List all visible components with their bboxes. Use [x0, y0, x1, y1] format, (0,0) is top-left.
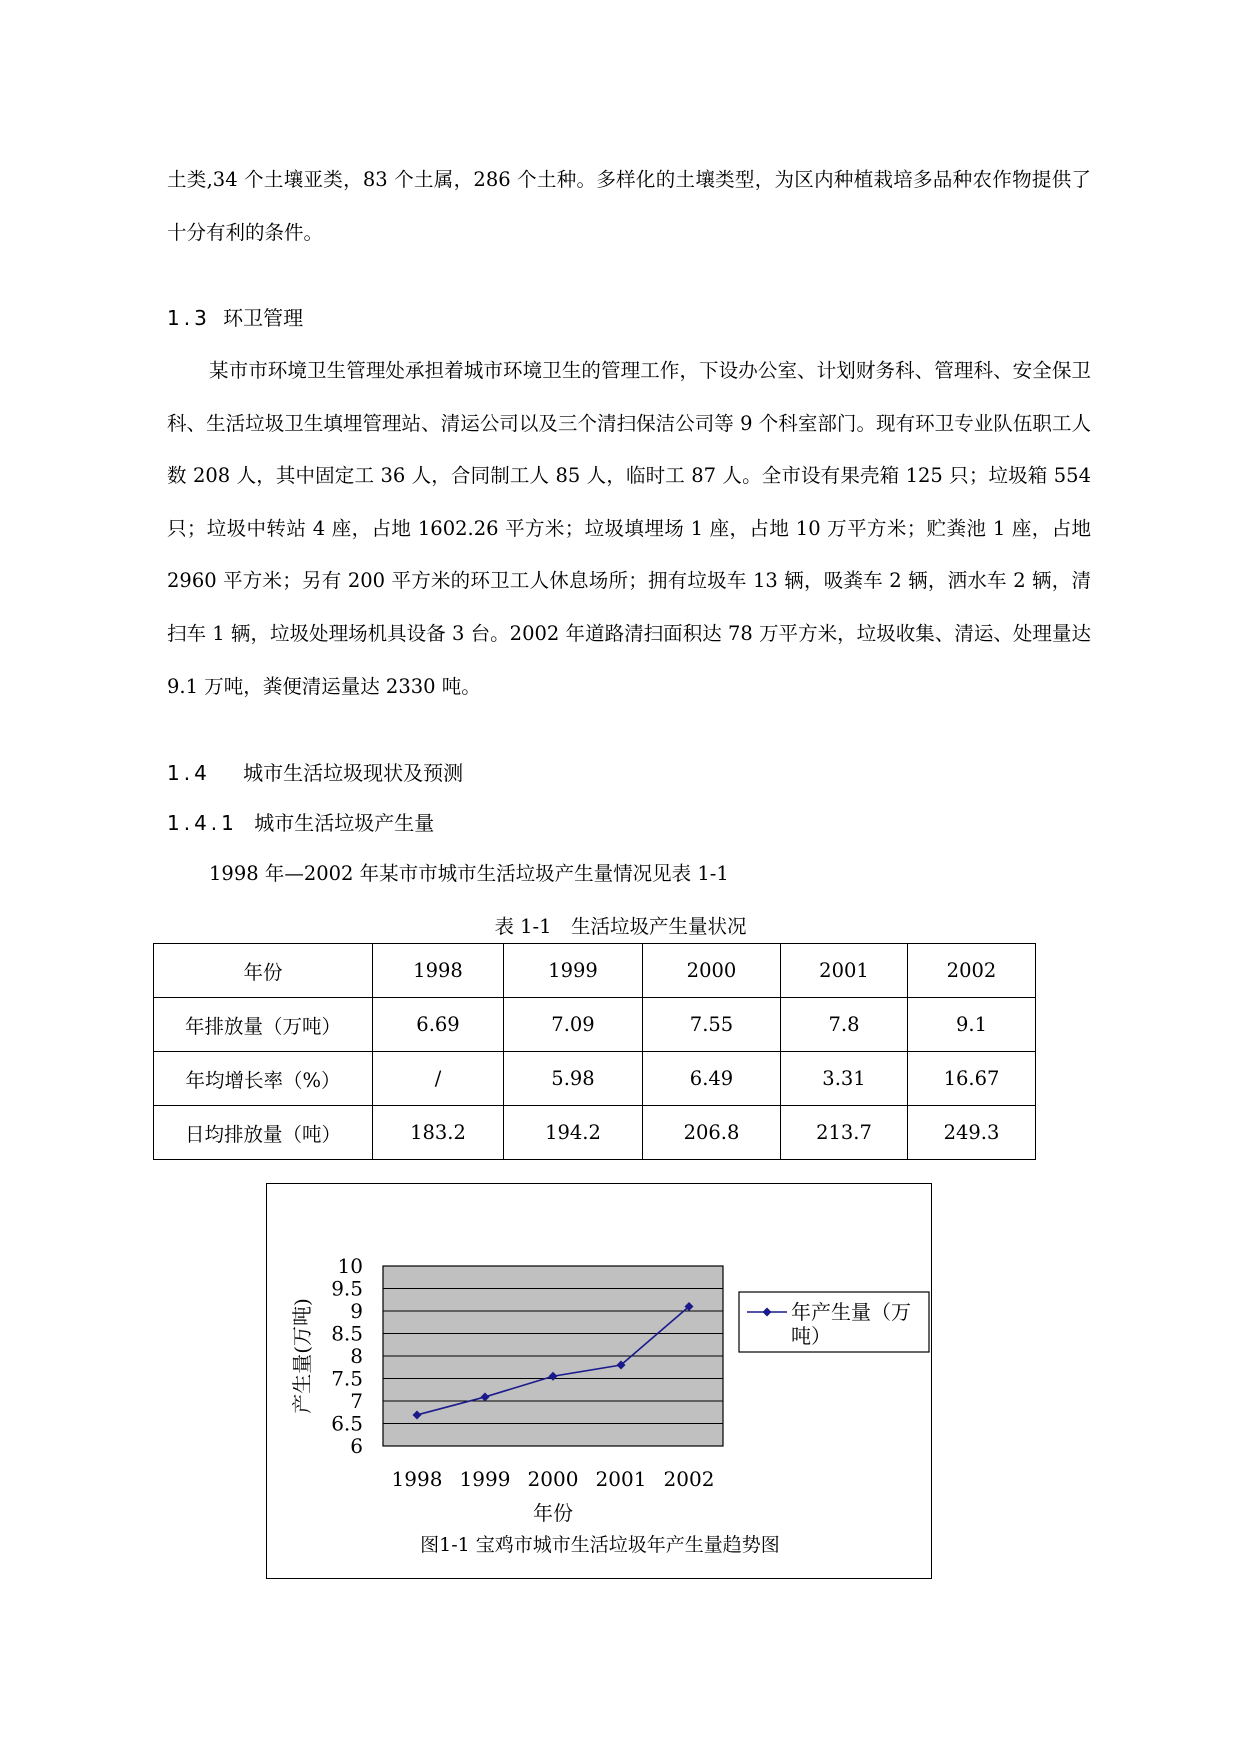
x-tick-label: 1998: [391, 1467, 443, 1491]
table-cell: 5.98: [504, 1052, 643, 1106]
chart-title: 图1-1 宝鸡市城市生活垃圾年产生量趋势图: [420, 1534, 780, 1556]
chart-legend: [739, 1292, 929, 1352]
section-title: 城市生活垃圾产生量: [254, 811, 435, 835]
table-header-cell: 2000: [643, 944, 781, 998]
table-cell: 9.1: [908, 998, 1036, 1052]
table-header-cell: 2001: [781, 944, 908, 998]
chart-x-axis-label: 年份: [533, 1501, 573, 1525]
paragraph-soil-types: 土类,34 个土壤亚类，83 个土属，286 个土种。多样化的土壤类型，为区内种植栽培多品种农作物提供了十分有利的条件。: [167, 168, 1091, 244]
y-tick-label: 9.5: [331, 1276, 363, 1301]
table-header-cell: 2002: [908, 944, 1036, 998]
y-tick-label: 7.5: [331, 1366, 363, 1391]
table-row: [154, 1106, 1036, 1160]
table-row-label: 日均排放量（吨）: [154, 1106, 373, 1160]
table-row-label: 年均增长率（%）: [154, 1052, 373, 1106]
table-cell: 6.69: [373, 998, 504, 1052]
table-cell: 194.2: [504, 1106, 643, 1160]
table-cell: 7.09: [504, 998, 643, 1052]
x-tick-label: 1999: [459, 1467, 511, 1491]
table-row: [154, 1052, 1036, 1106]
table-caption: 表 1-1 生活垃圾产生量状况: [494, 915, 747, 938]
table-cell: 16.67: [908, 1052, 1036, 1106]
table-header-cell: 1999: [504, 944, 643, 998]
table-cell: 3.31: [781, 1052, 908, 1106]
garbage-production-table: [153, 943, 1036, 1160]
trend-chart: [267, 1184, 933, 1580]
y-tick-label: 8: [350, 1344, 363, 1368]
x-tick-label: 2001: [595, 1467, 647, 1491]
section-heading-1-3: [167, 304, 303, 332]
table-intro-text: 1998 年—2002 年某市市城市生活垃圾产生量情况见表 1-1: [209, 862, 729, 885]
x-tick-label: 2000: [527, 1467, 579, 1491]
section-heading-1-4-1: [167, 809, 434, 837]
section-number: 1.4: [167, 761, 211, 785]
y-tick-label: 8.5: [331, 1321, 363, 1346]
chart-plot-area: [331, 1254, 723, 1491]
section-number: 1.4.1: [167, 811, 238, 835]
table-row-label: 年排放量（万吨）: [154, 998, 373, 1052]
trend-chart-frame: [266, 1183, 932, 1579]
y-tick-label: 7: [350, 1389, 363, 1413]
y-tick-label: 6: [350, 1434, 363, 1458]
chart-y-axis-label: 产生量(万吨): [290, 1298, 314, 1414]
section-heading-1-4: [167, 759, 463, 787]
y-tick-label: 10: [337, 1254, 363, 1278]
legend-label: 年产生量（万吨）: [791, 1300, 911, 1348]
table-cell: 213.7: [781, 1106, 908, 1160]
table-cell: 7.55: [643, 998, 781, 1052]
table-cell: 6.49: [643, 1052, 781, 1106]
table-cell: 7.8: [781, 998, 908, 1052]
table-header-cell: 年份: [154, 944, 373, 998]
table-row: [154, 998, 1036, 1052]
table-cell: /: [373, 1052, 504, 1106]
table-cell: 183.2: [373, 1106, 504, 1160]
table-header-row: [154, 944, 1036, 998]
table-cell: 249.3: [908, 1106, 1036, 1160]
section-title: 城市生活垃圾现状及预测: [243, 761, 464, 785]
y-tick-label: 6.5: [331, 1411, 363, 1436]
y-tick-label: 9: [350, 1299, 363, 1323]
section-title: 环卫管理: [223, 306, 304, 330]
table-cell: 206.8: [643, 1106, 781, 1160]
table-header-cell: 1998: [373, 944, 504, 998]
section-number: 1.3: [167, 306, 211, 330]
paragraph-sanitation-management: 某市市环境卫生管理处承担着城市环境卫生的管理工作，下设办公室、计划财务科、管理科、安全保卫科、生活垃圾卫生填埋管理站、清运公司以及三个清扫保洁公司等 9 个科室部门。现有环卫专业队伍职工人数 208 人，其中固定工 36 人，合同制工人 85 人，临时工 87 人。全市设有果壳箱 125 只；垃圾箱 554 只；垃圾中转站 4 座，占地 1602.26 平方米；垃圾填埋场 1 座，占地 10 万平方米；贮粪池 1 座，占地 2960 平方米；另有 200 平方米的环卫工人休息场所；拥有垃圾车 13 辆，吸粪车 2 辆，洒水车 2 辆，清扫车 1 辆，垃圾处理场机具设备 3 台。2002 年道路清扫面积达 78 万平方米，垃圾收集、清运、处理量达 9.1 万吨，粪便清运量达 2330 吨。: [167, 359, 1091, 698]
x-tick-label: 2002: [663, 1467, 715, 1491]
